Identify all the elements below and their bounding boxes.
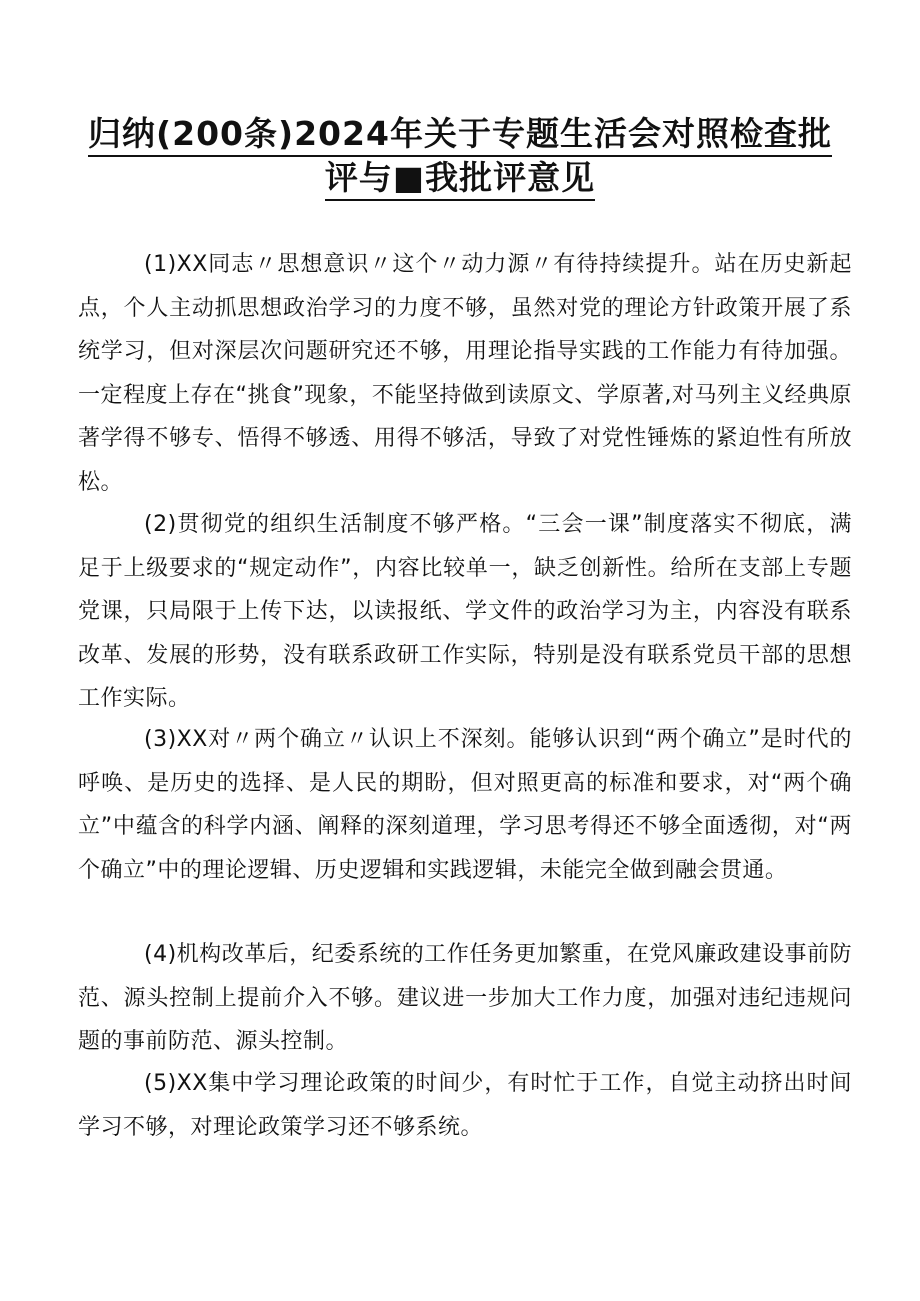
title-text-2: 评与■我批评意见: [325, 158, 595, 201]
paragraph-3: (3)XX对〃两个确立〃认识上不深刻。能够认识到“两个确立”是时代的呼唤、是历史的选择、是人民的期盼，但对照更高的标准和要求，对“两个确立”中蕴含的科学内涵、阐释的深刻道理，学习思考得还不够全面透彻，对“两个确立”中的理论逻辑、历史逻辑和实践逻辑，未能完全做到融会贯通。: [78, 727, 852, 883]
paragraph-5: (5)XX集中学习理论政策的时间少，有时忙于工作，自觉主动挤出时间学习不够，对理论政策学习还不够系统。: [78, 1071, 852, 1140]
paragraph-2: (2)贯彻党的组织生活制度不够严格。“三会一课”制度落实不彻底，满足于上级要求的“规定动作”，内容比较单一，缺乏创新性。给所在支部上专题党课，只局限于上传下达，以读报纸、学文件的政治学习为主，内容没有联系改革、发展的形势，没有联系政研工作实际，特别是没有联系党员干部的思想工作实际。: [78, 512, 852, 712]
document-title-line-2: [80, 152, 840, 204]
title-text-1: 归纳(200条)2024年关于专题生活会对照检查批: [88, 114, 832, 157]
paragraph-1: (1)XX同志〃思想意识〃这个〃动力源〃有待持续提升。站在历史新起点，个人主动抓思想政治学习的力度不够，虽然对党的理论方针政策开展了系统学习，但对深层次问题研究还不够，用理论指导实践的工作能力有待加强。一定程度上存在“挑食”现象，不能坚持做到读原文、学原著,对马列主义经典原著学得不够专、悟得不够透、用得不够活，导致了对党性锤炼的紧迫性有所放松。: [78, 252, 852, 495]
paragraph-4: (4)机构改革后，纪委系统的工作任务更加繁重，在党风廉政建设事前防范、源头控制上提前介入不够。建议进一步加大工作力度，加强对违纪违规问题的事前防范、源头控制。: [78, 942, 852, 1055]
